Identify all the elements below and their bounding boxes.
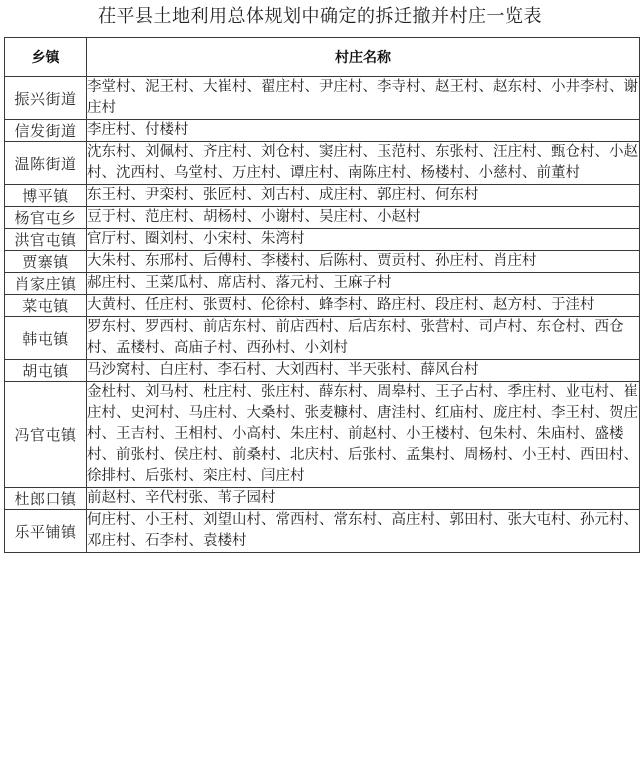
town-cell: 洪官屯镇 xyxy=(5,229,87,251)
town-cell: 博平镇 xyxy=(5,185,87,207)
town-cell: 乐平铺镇 xyxy=(5,510,87,553)
town-cell: 贾寨镇 xyxy=(5,251,87,273)
villages-cell: 郝庄村、王菜瓜村、席店村、落元村、王麻子村 xyxy=(87,273,640,295)
town-cell: 杜郎口镇 xyxy=(5,488,87,510)
villages-cell: 官厅村、圈刘村、小宋村、朱湾村 xyxy=(87,229,640,251)
table-row xyxy=(5,229,640,251)
table-row xyxy=(5,360,640,382)
villages-cell: 大黄村、任庄村、张贾村、伦徐村、蜂李村、路庄村、段庄村、赵方村、于洼村 xyxy=(87,295,640,317)
town-cell: 肖家庄镇 xyxy=(5,273,87,295)
villages-cell: 金杜村、刘马村、杜庄村、张庄村、薛东村、周皋村、王子占村、季庄村、业屯村、崔庄村、史河村、马庄村、大桑村、张麦糠村、唐洼村、红庙村、庞庄村、李王村、贺庄村、王吉村、王相村、小高村、朱庄村、前赵村、小王楼村、包朱村、朱庙村、盛楼村、前张村、侯庄村、前桑村、北庆村、后张村、孟集村、周杨村、小王村、西田村、徐排村、后张村、栾庄村、闫庄村 xyxy=(87,382,640,488)
villages-cell: 马沙窝村、白庄村、李石村、大刘西村、半天张村、薛风台村 xyxy=(87,360,640,382)
town-cell: 冯官屯镇 xyxy=(5,382,87,488)
table-row xyxy=(5,185,640,207)
header-town: 乡镇 xyxy=(5,38,87,77)
table-row xyxy=(5,317,640,360)
town-cell: 杨官屯乡 xyxy=(5,207,87,229)
table-row xyxy=(5,120,640,142)
table-row xyxy=(5,382,640,488)
table-row xyxy=(5,77,640,120)
table-row xyxy=(5,295,640,317)
villages-cell: 何庄村、小王村、刘望山村、常西村、常东村、高庄村、郭田村、张大屯村、孙元村、邓庄村、石李村、袁楼村 xyxy=(87,510,640,553)
town-cell: 信发街道 xyxy=(5,120,87,142)
town-cell: 温陈街道 xyxy=(5,142,87,185)
village-relocation-table xyxy=(4,37,640,553)
villages-cell: 李堂村、泥王村、大崔村、翟庄村、尹庄村、李寺村、赵王村、赵东村、小井李村、谢庄村 xyxy=(87,77,640,120)
villages-cell: 前赵村、辛代村张、苇子园村 xyxy=(87,488,640,510)
table-row xyxy=(5,488,640,510)
villages-cell: 东王村、尹栾村、张匠村、刘古村、成庄村、郭庄村、何东村 xyxy=(87,185,640,207)
table-row xyxy=(5,207,640,229)
header-villages: 村庄名称 xyxy=(87,38,640,77)
town-cell: 韩屯镇 xyxy=(5,317,87,360)
table-header-row xyxy=(5,38,640,77)
villages-cell: 大朱村、东邢村、后傅村、李楼村、后陈村、贾贡村、孙庄村、肖庄村 xyxy=(87,251,640,273)
table-row xyxy=(5,142,640,185)
town-cell: 振兴街道 xyxy=(5,77,87,120)
table-row xyxy=(5,273,640,295)
villages-cell: 罗东村、罗西村、前店东村、前店西村、后店东村、张营村、司卢村、东仓村、西仓村、孟楼村、高庙子村、西孙村、小刘村 xyxy=(87,317,640,360)
town-cell: 胡屯镇 xyxy=(5,360,87,382)
document-title: 茌平县土地利用总体规划中确定的拆迁撤并村庄一览表 xyxy=(98,6,542,27)
villages-cell: 豆于村、范庄村、胡杨村、小谢村、吴庄村、小赵村 xyxy=(87,207,640,229)
villages-cell: 沈东村、刘佩村、齐庄村、刘仓村、窦庄村、玉范村、东张村、汪庄村、甄仓村、小赵村、沈西村、乌堂村、万庄村、谭庄村、南陈庄村、杨楼村、小慈村、前董村 xyxy=(87,142,640,185)
table-row xyxy=(5,251,640,273)
villages-cell: 李庄村、付楼村 xyxy=(87,120,640,142)
table-row xyxy=(5,510,640,553)
town-cell: 菜屯镇 xyxy=(5,295,87,317)
